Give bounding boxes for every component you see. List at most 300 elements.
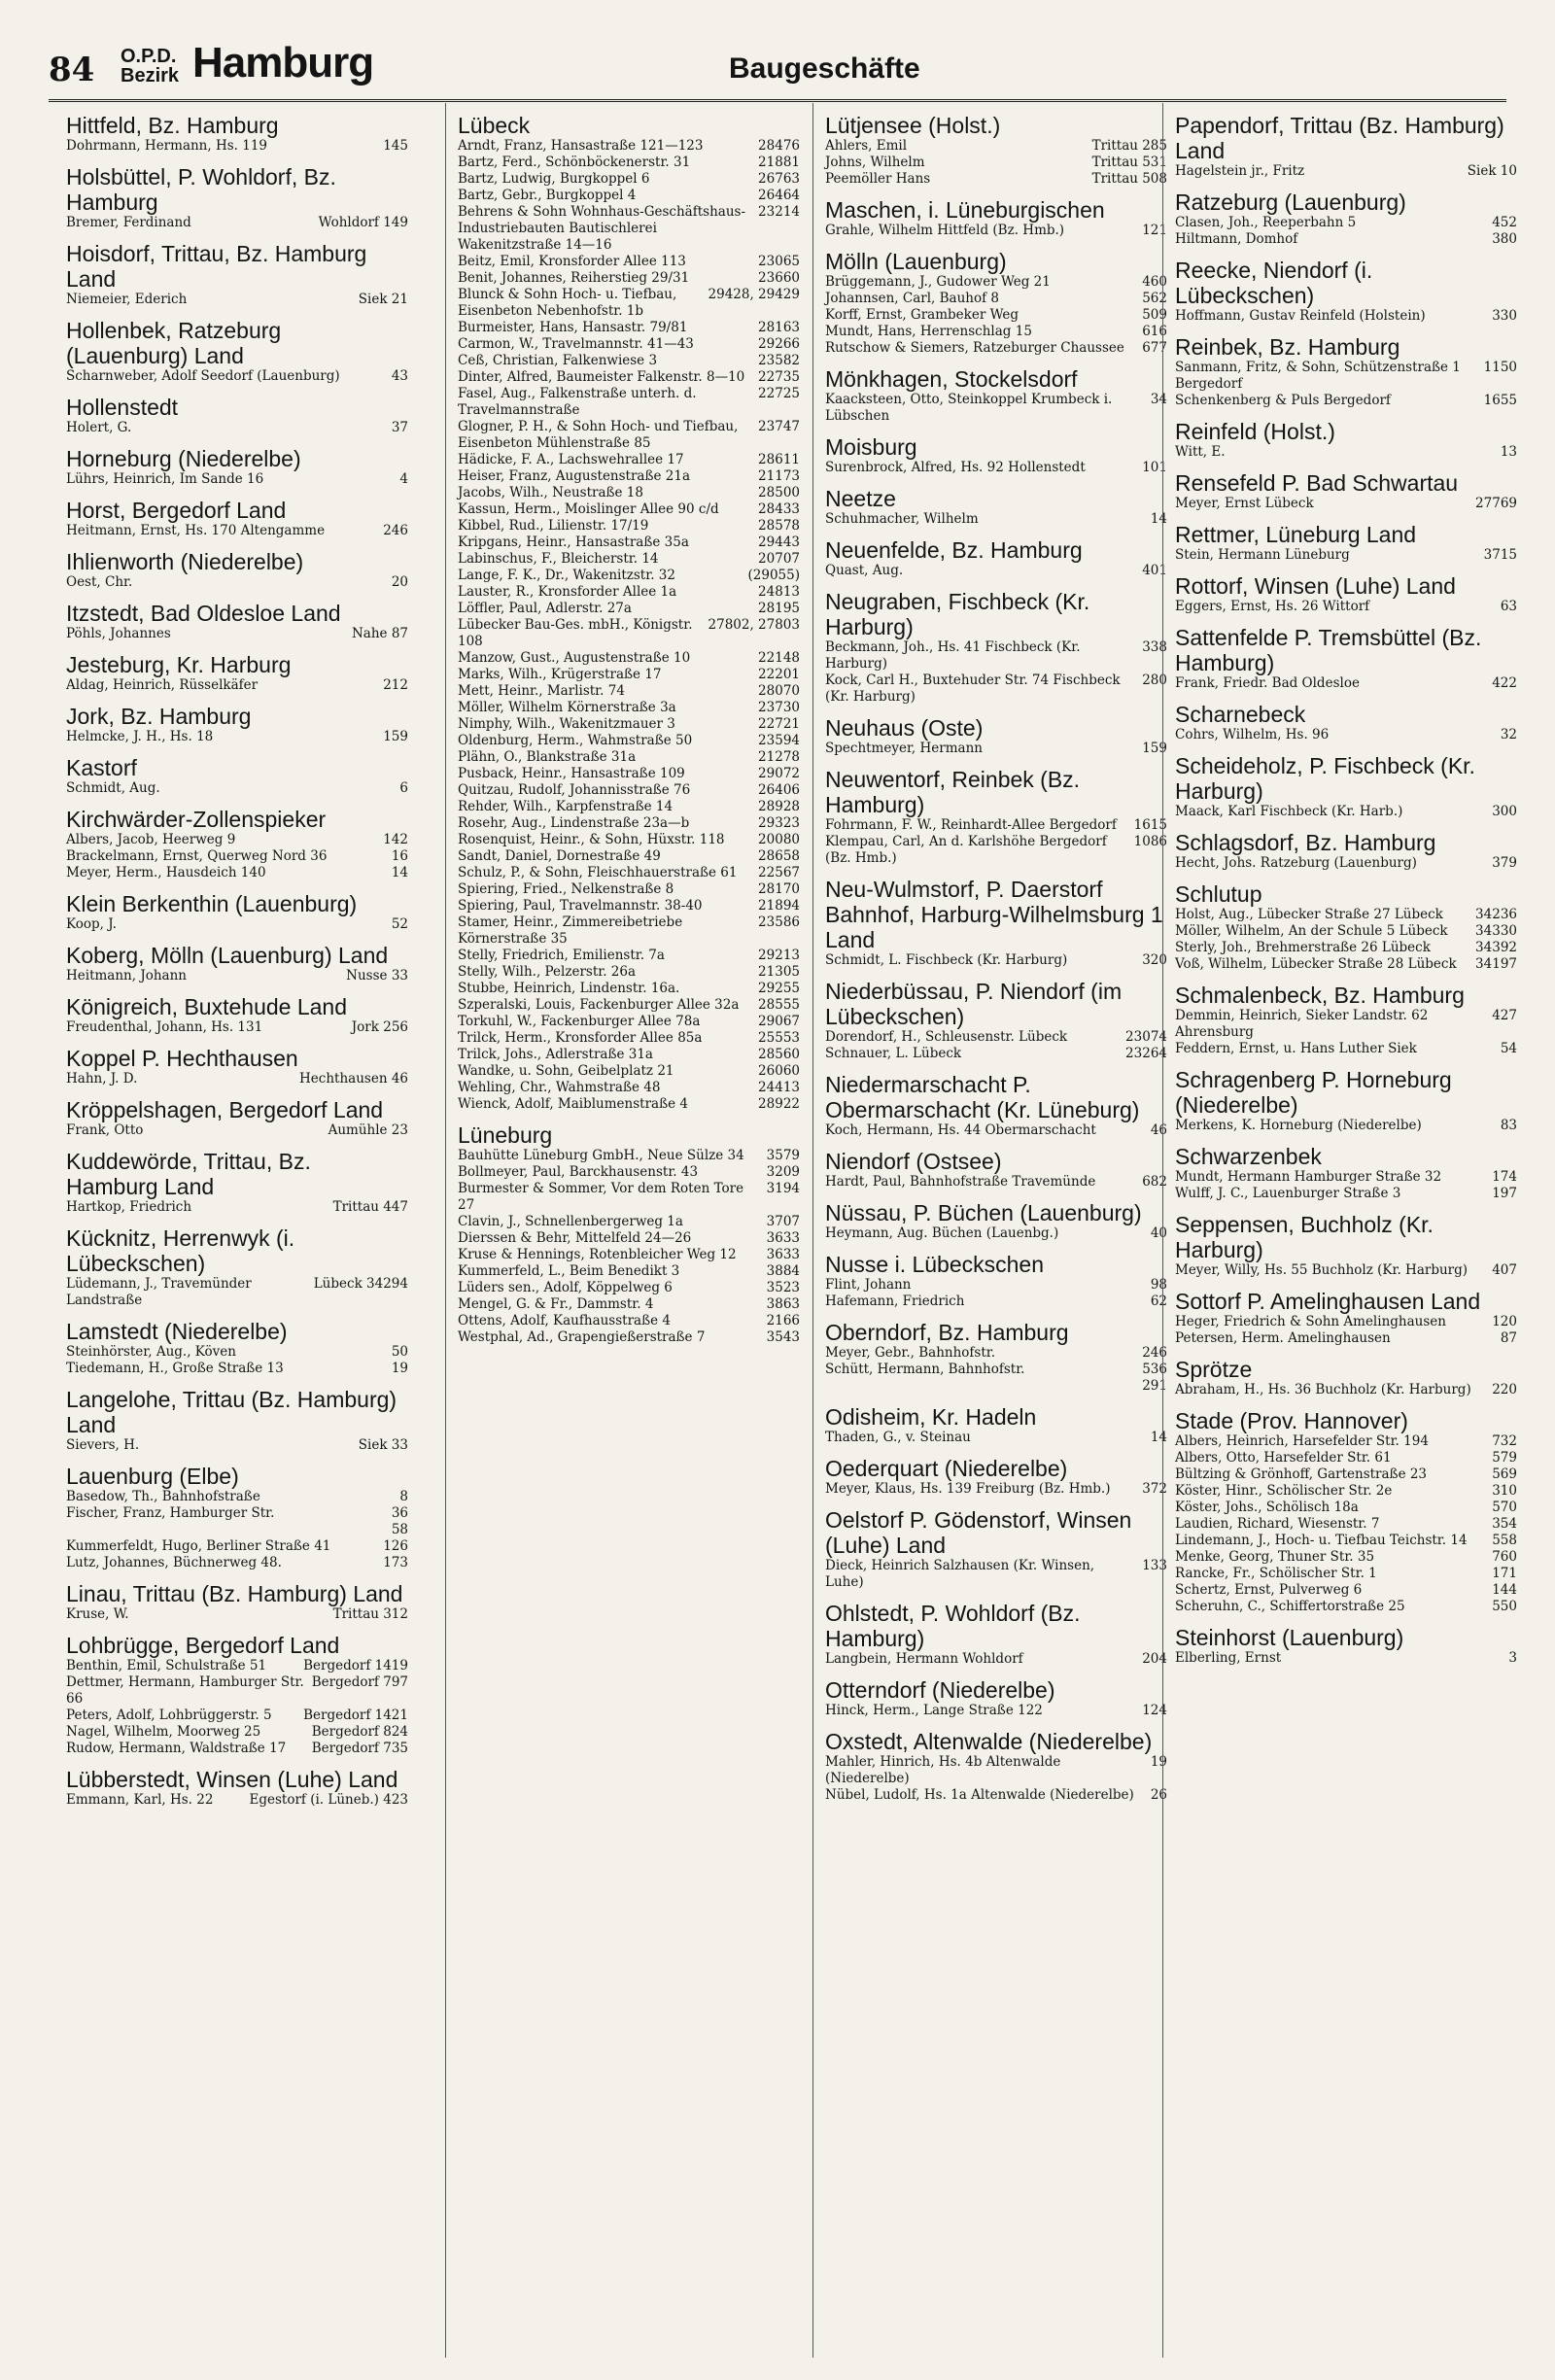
- business-name: Lutz, Johannes, Büchnerweg 48.: [66, 1555, 282, 1570]
- town-heading: Papendorf, Trittau (Bz. Hamburg) Land: [1175, 113, 1504, 163]
- business-name: Cohrs, Wilhelm, Hs. 96: [1175, 727, 1330, 742]
- phone-number: 28476: [758, 138, 800, 154]
- business-entry: [825, 741, 1167, 757]
- phone-number: 120: [1492, 1314, 1517, 1329]
- business-name: Dinter, Alfred, Baumeister Falkenstr. 8—10: [458, 369, 745, 385]
- business-entry: [1175, 1599, 1517, 1615]
- town-heading: Kastorf: [66, 755, 137, 780]
- phone-number: 34330: [1475, 923, 1517, 939]
- town-heading: Neuhaus (Oste): [825, 715, 984, 741]
- business-entry: [458, 617, 800, 650]
- phone-number: 579: [1492, 1450, 1517, 1466]
- phone-number: 1150: [1483, 360, 1517, 375]
- business-entry: [458, 914, 800, 948]
- town-heading: Linau, Trittau (Bz. Hamburg) Land: [66, 1581, 403, 1606]
- business-name: Sanmann, Fritz, & Sohn, Schützenstraße 1 Bergedorf: [1175, 360, 1461, 392]
- phone-number: 28170: [758, 881, 800, 897]
- business-name: Hecht, Johs. Ratzeburg (Lauenburg): [1175, 855, 1417, 871]
- business-name: Wehling, Chr., Wahmstraße 48: [458, 1080, 661, 1095]
- business-name: Koch, Hermann, Hs. 44 Obermarschacht: [825, 1122, 1096, 1138]
- business-name: Pusback, Heinr., Hansastraße 109: [458, 766, 685, 781]
- business-entry: [1175, 1566, 1517, 1582]
- phone-number: 460: [1142, 274, 1167, 290]
- business-entry: [825, 1174, 1167, 1190]
- phone-number: 29266: [758, 336, 800, 352]
- business-entry: [66, 1344, 408, 1361]
- business-name: Meyer, Ernst Lübeck: [1175, 496, 1314, 511]
- business-name: Marks, Wilh., Krügerstraße 17: [458, 667, 662, 682]
- business-entry: [66, 1538, 408, 1555]
- town-heading: Rottorf, Winsen (Luhe) Land: [1175, 573, 1456, 599]
- phone-number: 25553: [758, 1030, 800, 1046]
- business-entry: [458, 716, 800, 733]
- business-entry: [825, 171, 1167, 188]
- business-name: Rosenquist, Heinr., & Sohn, Hüxstr. 118: [458, 832, 725, 847]
- business-name: Klempau, Carl, An d. Karlshöhe Bergedorf (Bz. Hmb.): [825, 834, 1107, 866]
- business-entry: [825, 1378, 1167, 1395]
- phone-number: 401: [1142, 563, 1167, 578]
- phone-number: 98: [1150, 1277, 1167, 1293]
- business-entry: [1175, 163, 1517, 180]
- business-entry: [1175, 1382, 1517, 1398]
- phone-number: 3: [1508, 1650, 1517, 1666]
- business-name: Bollmeyer, Paul, Barckhausenstr. 43: [458, 1164, 699, 1180]
- business-name: Bremer, Ferdinand: [66, 215, 191, 230]
- phone-number: 26763: [758, 171, 800, 187]
- business-name: Rutschow & Siemers, Ratzeburger Chaussee: [825, 340, 1124, 356]
- phone-number: 121: [1142, 223, 1167, 238]
- phone-number: 509: [1142, 307, 1167, 323]
- business-entry: [1175, 1516, 1517, 1533]
- business-name: Schmidt, L. Fischbeck (Kr. Harburg): [825, 952, 1068, 968]
- phone-number: Siek 10: [1467, 163, 1517, 179]
- column-4: [1162, 103, 1517, 2358]
- business-entry: [825, 1651, 1167, 1668]
- business-entry: [825, 1362, 1167, 1378]
- business-name: Schenkenberg & Puls Bergedorf: [1175, 393, 1391, 408]
- phone-number: 29443: [758, 535, 800, 550]
- business-name: Spechtmeyer, Hermann: [825, 741, 983, 756]
- business-name: Mett, Heinr., Marlistr. 74: [458, 683, 625, 699]
- phone-number: 380: [1492, 231, 1517, 247]
- business-name: Dieck, Heinrich Salzhausen (Kr. Winsen, Luhe): [825, 1558, 1095, 1590]
- business-entry: [458, 518, 800, 535]
- phone-number: 54: [1500, 1041, 1517, 1056]
- business-name: Wandke, u. Sohn, Geibelplatz 21: [458, 1063, 674, 1079]
- business-name: Lauster, R., Kronsforder Allee 1a: [458, 584, 677, 600]
- town-heading: Horst, Bergedorf Land: [66, 498, 287, 523]
- business-entry: [458, 1329, 800, 1346]
- business-entry: [825, 1703, 1167, 1719]
- phone-number: 29428, 29429: [708, 287, 800, 302]
- business-entry: [458, 535, 800, 551]
- business-entry: [458, 700, 800, 716]
- business-entry: [66, 1555, 408, 1571]
- business-entry: [825, 138, 1167, 155]
- business-entry: [458, 1230, 800, 1247]
- business-entry: [458, 1181, 800, 1214]
- phone-number: 28611: [758, 452, 800, 467]
- business-entry: [1175, 215, 1517, 231]
- phone-number: 6: [399, 780, 408, 796]
- business-entry: [66, 574, 408, 591]
- town-heading: Niedermarschacht P. Obermarschacht (Kr. Lüneburg): [825, 1072, 1140, 1122]
- town-heading: Lübberstedt, Winsen (Luhe) Land: [66, 1767, 398, 1792]
- business-name: Peters, Adolf, Lohbrüggerstr. 5: [66, 1707, 272, 1723]
- business-entry: [825, 1430, 1167, 1446]
- phone-number: 197: [1492, 1186, 1517, 1201]
- business-name: Bültzing & Grönhoff, Gartenstraße 23: [1175, 1466, 1428, 1482]
- business-name: Brüggemann, J., Gudower Weg 21: [825, 274, 1051, 290]
- business-name: Johannsen, Carl, Bauhof 8: [825, 291, 999, 306]
- business-name: Meyer, Klaus, Hs. 139 Freiburg (Bz. Hmb.): [825, 1481, 1111, 1497]
- business-name: Kassun, Herm., Moislinger Allee 90 c/d: [458, 501, 719, 517]
- phone-number: 133: [1142, 1558, 1167, 1573]
- business-entry: [825, 324, 1167, 340]
- business-name: Frank, Friedr. Bad Oldesloe: [1175, 675, 1360, 691]
- town-heading: Neugraben, Fischbeck (Kr. Harburg): [825, 589, 1090, 639]
- business-name: Lüdemann, J., Travemünder Landstraße: [66, 1276, 252, 1308]
- business-name: Kummerfeldt, Hugo, Berliner Straße 41: [66, 1538, 331, 1554]
- town-heading: Mölln (Lauenburg): [825, 249, 1007, 274]
- business-entry: [66, 1724, 408, 1741]
- phone-number: 20707: [758, 551, 800, 567]
- business-name: Behrens & Sohn Wohnhaus-Geschäftshaus-Industriebauten Bautischlerei Wakenitzstraße 14—16: [458, 204, 746, 253]
- phone-number: 760: [1492, 1549, 1517, 1565]
- phone-number: 28658: [758, 848, 800, 864]
- phone-number: Siek 33: [358, 1437, 408, 1453]
- business-name: Benit, Johannes, Reiherstieg 29/31: [458, 270, 690, 286]
- business-entry: [1175, 1314, 1517, 1330]
- town-heading: Rensefeld P. Bad Schwartau: [1175, 470, 1459, 496]
- business-name: Langbein, Hermann Wohldorf: [825, 1651, 1023, 1667]
- business-entry: [458, 501, 800, 518]
- business-name: Wulff, J. C., Lauenburger Straße 3: [1175, 1186, 1401, 1201]
- phone-number: 24413: [758, 1080, 800, 1095]
- business-name: Kaacksteen, Otto, Steinkoppel Krumbeck i. Lübschen: [825, 392, 1113, 424]
- business-name: Aldag, Heinrich, Rüsselkäfer: [66, 677, 259, 693]
- business-entry: [825, 223, 1167, 239]
- phone-number: 14: [1150, 1430, 1167, 1445]
- phone-number: Lübeck 34294: [313, 1276, 408, 1292]
- business-entry: [66, 1199, 408, 1216]
- business-entry: [1175, 1533, 1517, 1549]
- phone-number: 171: [1492, 1566, 1517, 1581]
- phone-number: 23214: [758, 204, 800, 220]
- phone-number: 58: [391, 1522, 408, 1537]
- phone-number: 23582: [758, 353, 800, 368]
- business-entry: [458, 369, 800, 386]
- phone-number: 3209: [766, 1164, 800, 1180]
- business-name: Rancke, Fr., Schölischer Str. 1: [1175, 1566, 1377, 1581]
- town-heading: Sottorf P. Amelinghausen Land: [1175, 1289, 1481, 1314]
- business-name: Stubbe, Heinrich, Lindenstr. 16a.: [458, 981, 680, 996]
- town-heading: Oederquart (Niederelbe): [825, 1456, 1068, 1481]
- business-name: Hoffmann, Gustav Reinfeld (Holstein): [1175, 308, 1426, 324]
- business-name: Voß, Wilhelm, Lübecker Straße 28 Lübeck: [1175, 956, 1457, 972]
- business-name: Koop, J.: [66, 916, 117, 932]
- business-name: Ahlers, Emil: [825, 138, 908, 154]
- business-entry: [1175, 1169, 1517, 1186]
- business-entry: [458, 733, 800, 749]
- phone-number: 246: [383, 523, 408, 538]
- business-name: Flint, Johann: [825, 1277, 912, 1293]
- business-entry: [825, 1558, 1167, 1591]
- phone-number: Trittau 508: [1091, 171, 1167, 187]
- business-name: Freudenthal, Johann, Hs. 131: [66, 1019, 263, 1035]
- business-name: Clavin, J., Schnellenbergerweg 1a: [458, 1214, 683, 1229]
- phone-number: 28195: [758, 601, 800, 616]
- business-name: Nagel, Wilhelm, Moorweg 25: [66, 1724, 261, 1740]
- business-entry: [66, 292, 408, 308]
- phone-number: 34236: [1475, 907, 1517, 922]
- phone-number: 220: [1492, 1382, 1517, 1397]
- business-name: Meyer, Willy, Hs. 55 Buchholz (Kr. Harburg): [1175, 1262, 1469, 1278]
- business-entry: [458, 1014, 800, 1030]
- phone-number: 3523: [766, 1280, 800, 1295]
- business-entry: [458, 799, 800, 815]
- business-name: Trilck, Herm., Kronsforder Allee 85a: [458, 1030, 703, 1046]
- business-entry: [1175, 1433, 1517, 1450]
- phone-number: Bergedorf 1421: [303, 1707, 408, 1723]
- town-heading: Königreich, Buxtehude Land: [66, 994, 347, 1019]
- business-entry: [458, 832, 800, 848]
- phone-number: Egestorf (i. Lüneb.) 423: [249, 1792, 408, 1808]
- town-heading: Kröppelshagen, Bergedorf Land: [66, 1097, 384, 1122]
- business-entry: [458, 948, 800, 964]
- business-entry: [1175, 1582, 1517, 1599]
- business-entry: [458, 320, 800, 336]
- business-name: Möller, Wilhelm Körnerstraße 3a: [458, 700, 676, 715]
- town-heading: Hollenstedt: [66, 395, 179, 420]
- phone-number: 34197: [1475, 956, 1517, 972]
- town-heading: Neuwentorf, Reinbek (Bz. Hamburg): [825, 767, 1081, 817]
- business-name: Sievers, H.: [66, 1437, 140, 1453]
- business-entry: [1175, 1008, 1517, 1041]
- business-name: [66, 1522, 386, 1538]
- phone-number: Trittau 312: [332, 1606, 408, 1622]
- business-name: Scheruhn, C., Schiffertorstraße 25: [1175, 1599, 1405, 1614]
- business-name: Peemöller Hans: [825, 171, 931, 187]
- phone-number: 27802, 27803: [708, 617, 800, 633]
- business-name: Heitmann, Ernst, Hs. 170 Altengamme: [66, 523, 326, 538]
- business-name: Torkuhl, W., Fackenburger Allee 78a: [458, 1014, 701, 1029]
- town-heading: Niederbüssau, P. Niendorf (im Lübeckschen): [825, 979, 1123, 1029]
- town-heading: Nüssau, P. Büchen (Lauenburg): [825, 1200, 1142, 1225]
- business-entry: [1175, 360, 1517, 393]
- phone-number: 677: [1142, 340, 1167, 356]
- town-heading: Nusse i. Lübeckschen: [825, 1252, 1045, 1277]
- phone-number: 422: [1492, 675, 1517, 691]
- business-entry: [458, 551, 800, 568]
- business-entry: [825, 673, 1167, 706]
- phone-number: 212: [383, 677, 408, 693]
- phone-number: 23074: [1125, 1029, 1167, 1045]
- business-name: Mahler, Hinrich, Hs. 4b Altenwalde (Niederelbe): [825, 1754, 1061, 1786]
- town-heading: Jesteburg, Kr. Harburg: [66, 652, 292, 677]
- business-name: Nimphy, Wilh., Wakenitzmauer 3: [458, 716, 675, 732]
- phone-number: 145: [383, 138, 408, 154]
- phone-number: Bergedorf 735: [311, 1741, 408, 1756]
- business-name: Sandt, Daniel, Dornestraße 49: [458, 848, 661, 864]
- business-name: Heitmann, Johann: [66, 968, 187, 983]
- business-entry: [458, 1280, 800, 1296]
- business-entry: [458, 898, 800, 914]
- business-entry: [1175, 923, 1517, 940]
- business-entry: [1175, 393, 1517, 409]
- business-name: Köster, Johs., Schölisch 18a: [1175, 1500, 1359, 1515]
- phone-number: 427: [1492, 1008, 1517, 1023]
- business-entry: [66, 1361, 408, 1377]
- business-name: Demmin, Heinrich, Sieker Landstr. 62 Ahrensburg: [1175, 1008, 1429, 1040]
- business-name: Beitz, Emil, Kronsforder Allee 113: [458, 254, 686, 269]
- business-entry: [1175, 1650, 1517, 1667]
- business-name: Elberling, Ernst: [1175, 1650, 1282, 1666]
- business-entry: [66, 677, 408, 694]
- business-name: Petersen, Herm. Amelinghausen: [1175, 1330, 1391, 1346]
- business-entry: [458, 601, 800, 617]
- phone-number: 616: [1142, 324, 1167, 339]
- phone-number: 569: [1492, 1466, 1517, 1482]
- business-entry: [66, 848, 408, 865]
- phone-number: Jork 256: [351, 1019, 408, 1035]
- phone-number: 87: [1500, 1330, 1517, 1346]
- business-name: Steinhörster, Aug., Köven: [66, 1344, 236, 1360]
- business-entry: [66, 916, 408, 933]
- business-entry: [458, 981, 800, 997]
- phone-number: 682: [1142, 1174, 1167, 1190]
- town-heading: Kuddewörde, Trittau, Bz. Hamburg Land: [66, 1149, 311, 1199]
- phone-number: 8: [399, 1489, 408, 1504]
- phone-number: 3633: [766, 1230, 800, 1246]
- phone-number: 4: [399, 471, 408, 487]
- town-heading: Itzstedt, Bad Oldesloe Land: [66, 601, 341, 626]
- business-name: Lübecker Bau-Ges. mbH., Königstr. 108: [458, 617, 693, 649]
- phone-number: 174: [1492, 1169, 1517, 1185]
- phone-number: (29055): [747, 568, 800, 583]
- phone-number: 2166: [766, 1313, 800, 1328]
- business-name: Spiering, Paul, Travelmannstr. 38-40: [458, 898, 703, 914]
- town-heading: Neuenfelde, Bz. Hamburg: [825, 537, 1083, 563]
- phone-number: 372: [1142, 1481, 1167, 1497]
- business-entry: [825, 639, 1167, 673]
- phone-number: 26: [1150, 1787, 1167, 1803]
- business-name: Basedow, Th., Bahnhofstraße: [66, 1489, 260, 1504]
- business-entry: [66, 1658, 408, 1674]
- phone-number: 3194: [766, 1181, 800, 1196]
- business-name: Holert, G.: [66, 420, 132, 435]
- phone-number: 14: [391, 865, 408, 880]
- business-name: Dorendorf, H., Schleusenstr. Lübeck: [825, 1029, 1068, 1045]
- business-name: Hafemann, Friedrich: [825, 1293, 965, 1309]
- business-name: Albers, Heinrich, Harsefelder Str. 194: [1175, 1433, 1429, 1449]
- business-entry: [66, 1505, 408, 1522]
- business-name: Lange, F. K., Dr., Wakenitzstr. 32: [458, 568, 675, 583]
- phone-number: Bergedorf 824: [311, 1724, 408, 1740]
- business-name: Albers, Jacob, Heerweg 9: [66, 832, 236, 847]
- business-name: Mundt, Hans, Herrenschlag 15: [825, 324, 1032, 339]
- business-name: Kibbel, Rud., Lilienstr. 17/19: [458, 518, 649, 534]
- business-name: Labinschus, F., Bleicherstr. 14: [458, 551, 659, 567]
- business-name: Kruse, W.: [66, 1606, 129, 1622]
- phone-number: 300: [1492, 804, 1517, 819]
- phone-number: 379: [1492, 855, 1517, 871]
- phone-number: 173: [383, 1555, 408, 1570]
- business-name: Oest, Chr.: [66, 574, 133, 590]
- phone-number: Trittau 531: [1091, 155, 1167, 170]
- business-name: Schmidt, Aug.: [66, 780, 160, 796]
- business-entry: [458, 1313, 800, 1329]
- business-entry: [1175, 1118, 1517, 1134]
- business-name: Ottens, Adolf, Kaufhausstraße 4: [458, 1313, 671, 1328]
- business-name: Westphal, Ad., Grapengießerstraße 7: [458, 1329, 706, 1345]
- phone-number: 124: [1142, 1703, 1167, 1718]
- business-entry: [458, 766, 800, 782]
- phone-number: Hechthausen 46: [299, 1071, 408, 1087]
- town-heading: Scharnebeck: [1175, 702, 1306, 727]
- business-name: Heger, Friedrich & Sohn Amelinghausen: [1175, 1314, 1446, 1329]
- district-label: [121, 47, 179, 86]
- phone-number: 28070: [758, 683, 800, 699]
- phone-number: 29323: [758, 815, 800, 831]
- phone-number: 83: [1500, 1118, 1517, 1133]
- business-name: Dettmer, Hermann, Hamburger Str. 66: [66, 1674, 304, 1707]
- town-heading: Reecke, Niendorf (i. Lübeckschen): [1175, 258, 1373, 308]
- phone-number: 21173: [758, 468, 800, 484]
- phone-number: 21894: [758, 898, 800, 914]
- phone-number: 246: [1142, 1345, 1167, 1361]
- business-entry: [66, 968, 408, 984]
- business-name: Carmon, W., Travelmannstr. 41—43: [458, 336, 694, 352]
- business-entry: [825, 1225, 1167, 1242]
- opd-line: O.P.D.: [121, 46, 177, 67]
- town-heading: Steinhorst (Lauenburg): [1175, 1625, 1404, 1650]
- phone-number: 732: [1492, 1433, 1517, 1449]
- phone-number: Wohldorf 149: [318, 215, 408, 230]
- town-heading: Stade (Prov. Hannover): [1175, 1408, 1408, 1433]
- business-entry: [458, 881, 800, 898]
- phone-number: 28163: [758, 320, 800, 335]
- business-name: Clasen, Joh., Reeperbahn 5: [1175, 215, 1357, 230]
- phone-number: 20080: [758, 832, 800, 847]
- business-name: Beckmann, Joh., Hs. 41 Fischbeck (Kr. Harburg): [825, 639, 1081, 672]
- business-entry: [825, 291, 1167, 307]
- business-entry: [825, 817, 1167, 834]
- phone-number: 3579: [766, 1148, 800, 1163]
- business-name: Wienck, Adolf, Maiblumenstraße 4: [458, 1096, 688, 1112]
- business-name: Hiltmann, Domhof: [1175, 231, 1298, 247]
- business-name: Menke, Georg, Thuner Str. 35: [1175, 1549, 1375, 1565]
- business-name: Meyer, Gebr., Bahnhofstr.: [825, 1345, 996, 1361]
- town-heading: Oberndorf, Bz. Hamburg: [825, 1320, 1069, 1345]
- business-entry: [458, 848, 800, 865]
- phone-number: 22721: [758, 716, 800, 732]
- phone-number: 338: [1142, 639, 1167, 655]
- business-entry: [825, 834, 1167, 867]
- business-entry: [1175, 1330, 1517, 1347]
- phone-number: 50: [391, 1344, 408, 1360]
- page-number: 84: [49, 51, 95, 89]
- phone-number: 29255: [758, 981, 800, 996]
- town-heading: Moisburg: [825, 434, 917, 460]
- business-name: Holst, Aug., Lübecker Straße 27 Lübeck: [1175, 907, 1443, 922]
- phone-number: 28560: [758, 1047, 800, 1062]
- business-entry: [458, 782, 800, 799]
- section-title: Baugeschäfte: [729, 52, 920, 85]
- phone-number: 142: [383, 832, 408, 847]
- column-2: [445, 103, 800, 2358]
- town-heading: Reinbek, Bz. Hamburg: [1175, 334, 1400, 360]
